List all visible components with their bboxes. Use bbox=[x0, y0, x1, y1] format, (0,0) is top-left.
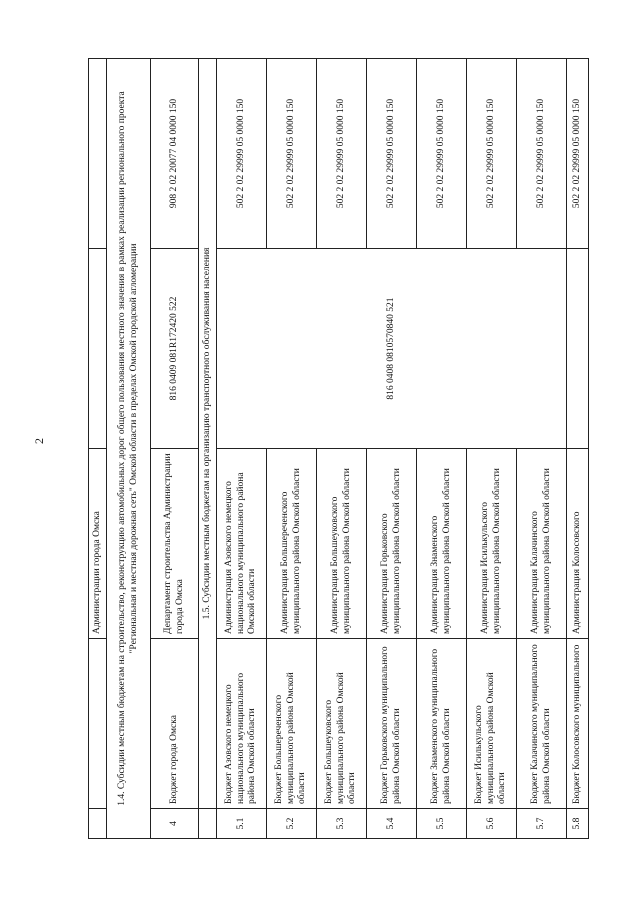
classification-code-cell: 816 0409 081R172420 522 bbox=[151, 249, 199, 449]
table-row bbox=[151, 59, 199, 839]
classification-code-cell: 816 0408 0810570840 521 bbox=[217, 249, 567, 449]
row-number: 5.6 bbox=[467, 809, 517, 839]
budget-cell: Бюджет Колосовского муниципального bbox=[567, 639, 589, 809]
section-1-5-title: 1.5. Субсидии местным бюджетам на организацию транспортного обслуживания населения bbox=[199, 59, 217, 809]
row-number: 5.1 bbox=[217, 809, 267, 839]
row-number: 5.2 bbox=[267, 809, 317, 839]
table-row bbox=[89, 59, 107, 839]
budget-cell: Бюджет города Омска bbox=[151, 639, 199, 809]
row-number: 5.7 bbox=[517, 809, 567, 839]
section-header bbox=[199, 59, 217, 839]
section-header bbox=[107, 59, 151, 839]
revenue-code-cell: 502 2 02 29999 05 0000 150 bbox=[317, 59, 367, 249]
admin-cell: Администрация Исилькульского муниципального района Омской области bbox=[467, 449, 517, 639]
revenue-code-cell: 502 2 02 29999 05 0000 150 bbox=[467, 59, 517, 249]
row-number: 5.3 bbox=[317, 809, 367, 839]
revenue-code-cell: 502 2 02 29999 05 0000 150 bbox=[517, 59, 567, 249]
row-number: 5.8 bbox=[567, 809, 589, 839]
row-number: 5.4 bbox=[367, 809, 417, 839]
budget-cell: Бюджет Большеуковского муниципального района Омской области bbox=[317, 639, 367, 809]
table-row bbox=[317, 59, 367, 839]
revenue-code-cell: 502 2 02 29999 05 0000 150 bbox=[567, 59, 589, 249]
admin-cell: Администрация Знаменского муниципального района Омской области bbox=[417, 449, 467, 639]
budget-table bbox=[88, 58, 589, 839]
table-row bbox=[517, 59, 567, 839]
page-number: 2 bbox=[32, 438, 46, 444]
table-row bbox=[417, 59, 467, 839]
revenue-code-cell: 502 2 02 29999 05 0000 150 bbox=[367, 59, 417, 249]
admin-cell: Администрация Колосовского bbox=[567, 449, 589, 639]
admin-cell: Администрация Калачинского муниципального района Омской области bbox=[517, 449, 567, 639]
table-row bbox=[567, 59, 589, 839]
rotated-table-wrapper bbox=[88, 59, 582, 839]
budget-cell: Бюджет Исилькульского муниципального района Омской области bbox=[467, 639, 517, 809]
budget-cell: Бюджет Калачинского муниципального района Омской области bbox=[517, 639, 567, 809]
table-row bbox=[267, 59, 317, 839]
admin-cell: Администрация Большереченского муниципального района Омской области bbox=[267, 449, 317, 639]
row-number: 5.5 bbox=[417, 809, 467, 839]
budget-cell: Бюджет Большереченского муниципального района Омской области bbox=[267, 639, 317, 809]
table-row bbox=[217, 59, 267, 839]
admin-cell: Администрация Азовского немецкого национального муниципального района Омской области bbox=[217, 449, 267, 639]
budget-cell: Бюджет Горьковского муниципального района Омской области bbox=[367, 639, 417, 809]
revenue-code-cell: 502 2 02 29999 05 0000 150 bbox=[417, 59, 467, 249]
revenue-code-cell: 908 2 02 20077 04 0000 150 bbox=[151, 59, 199, 249]
admin-cell: Администрация Большеуковского муниципального района Омской области bbox=[317, 449, 367, 639]
budget-cell: Бюджет Знаменского муниципального района Омской области bbox=[417, 639, 467, 809]
budget-cell: Бюджет Азовского немецкого национального муниципального района Омской области bbox=[217, 639, 267, 809]
table-row bbox=[367, 59, 417, 839]
revenue-code-cell: 502 2 02 29999 05 0000 150 bbox=[217, 59, 267, 249]
admin-cell: Департамент строительства Администрации города Омска bbox=[151, 449, 199, 639]
revenue-code-cell: 502 2 02 29999 05 0000 150 bbox=[267, 59, 317, 249]
admin-cell: Администрации города Омска bbox=[89, 449, 107, 639]
table-row bbox=[467, 59, 517, 839]
row-number: 4 bbox=[151, 809, 199, 839]
admin-cell: Администрация Горьковского муниципального района Омской области bbox=[367, 449, 417, 639]
section-1-4-title: 1.4. Субсидии местным бюджетам на строительство, реконструкцию автомобильных дорог общего пользования местного значения в рамках реализации регионального проекта "Региональная и местная дорожная сеть" Омской области в пределах Омской городской агломерации bbox=[107, 59, 151, 839]
